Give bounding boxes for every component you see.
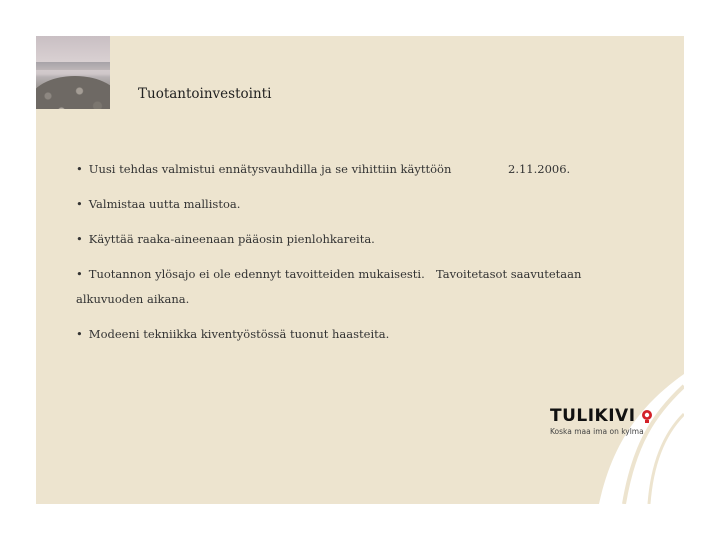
bullet-text: Valmistaa uutta mallistoa.: [88, 197, 241, 211]
bullet: •: [76, 232, 83, 246]
stones: [36, 76, 110, 109]
bullet-text: Käyttää raaka-aineenaan pääosin pienlohkareita.: [88, 232, 375, 246]
logo-tagline: Koska maa ima on kylma: [550, 427, 644, 436]
bullet-text: Uusi tehdas valmistui ennätysvauhdilla ja se vihittiin käyttöön: [88, 162, 452, 176]
bullet-line-2: [76, 197, 240, 211]
bullet: •: [76, 197, 83, 211]
tulikivi-logo: [550, 406, 655, 436]
bullet-text: Modeeni tekniikka kiventyöstössä tuonut haasteita.: [88, 327, 390, 341]
bullet-line-4-continuation: alkuvuoden aikana.: [76, 292, 190, 306]
decorative-swirl: [554, 374, 684, 504]
logo-word: TULIKIVI: [550, 406, 636, 426]
bullet-line-3: [76, 232, 375, 246]
coast-photo: [36, 36, 110, 109]
bullet-line-4-extra: Tavoitetasot saavutetaan: [436, 267, 582, 281]
bullet: •: [76, 267, 83, 281]
flame-icon: [639, 408, 655, 424]
bullet: •: [76, 327, 83, 341]
slide-title: Tuotantoinvestointi: [138, 86, 272, 102]
bullet-line-4: [76, 267, 425, 281]
bullet-line-1: [76, 162, 451, 176]
bullet-line-5: [76, 327, 389, 341]
bullet-line-1-date: 2.11.2006.: [508, 162, 571, 176]
bullet: •: [76, 162, 83, 176]
sea: [36, 62, 110, 70]
bullet-text: Tuotannon ylösajo ei ole edennyt tavoitteiden mukaisesti.: [88, 267, 425, 281]
